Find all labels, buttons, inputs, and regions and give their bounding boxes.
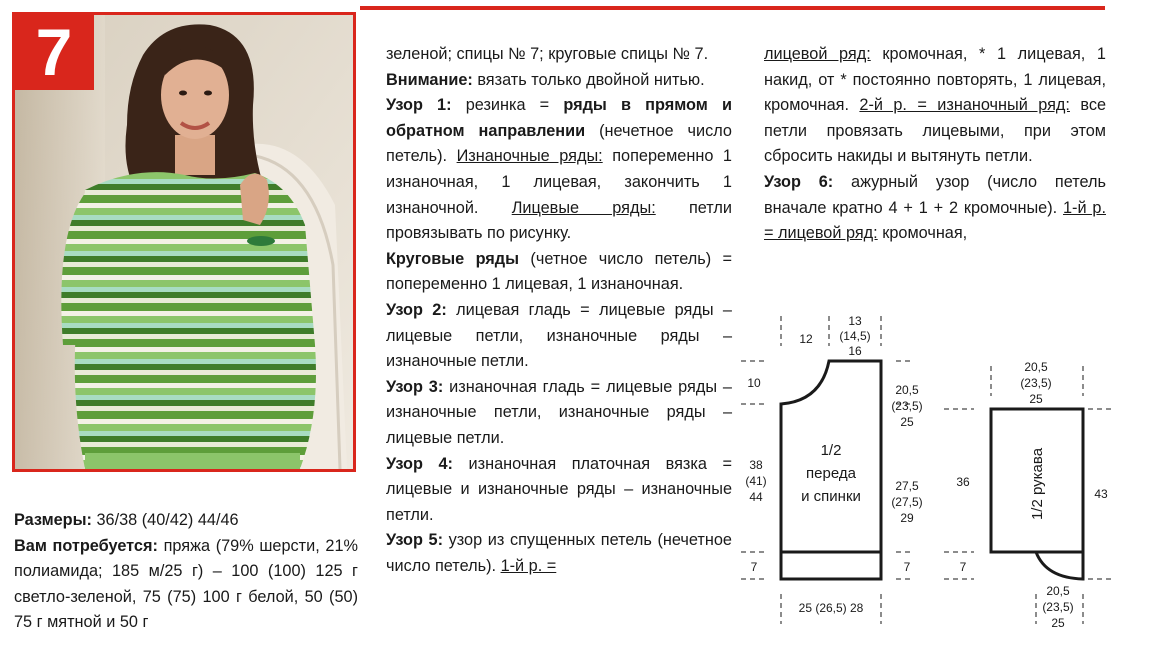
- pattern-6-paragraph: [764, 170, 1106, 247]
- sizes-label: Размеры:: [14, 511, 92, 529]
- dim-shoulder: 12: [799, 332, 813, 346]
- dim-length-44: 44: [749, 490, 763, 504]
- dim-side-27-5b: (27,5): [891, 495, 923, 509]
- dim-sleeve-36: 36: [956, 475, 970, 489]
- materials-value: пряжа (79% шерсти, 21% полиамида; 185 м/25 г) – 100 (100) 125 г светло-зеленой, 75 (75) 100 г белой, 50 (50) 75 г мятной и 50 г: [14, 536, 358, 632]
- dim-length-38: 38: [749, 458, 763, 472]
- dim-sleeve-top-20-5: 20,5: [1024, 360, 1048, 374]
- dim-side-29: 29: [900, 511, 914, 525]
- knit-rows-label: Лицевые ряды:: [511, 198, 656, 217]
- dim-neck-depth: 10: [747, 376, 761, 390]
- pattern-1-text-d: попеременно 1 изнаночная, 1 лицевая, закончить 1 изнаночной.: [386, 147, 732, 217]
- instructions-column-3: [764, 42, 1106, 247]
- dim-armhole-20-5: 20,5: [895, 383, 919, 397]
- dim-rib-left: 7: [750, 560, 758, 574]
- dim-sleeve-top-25: 25: [1029, 392, 1043, 406]
- pattern-number-badge: 7: [14, 14, 94, 90]
- pattern-schematic: [736, 306, 1158, 646]
- dim-neck-16: 16: [848, 344, 862, 358]
- pattern-5-text: узор из спущенных петель (нечетное число петель).: [386, 531, 732, 575]
- circular-rows-paragraph: [386, 247, 732, 298]
- pattern-1-text-c: (нечетное число петель).: [386, 121, 732, 166]
- dim-sleeve-bot-23-5: (23,5): [1042, 600, 1074, 614]
- pattern-4-paragraph: [386, 452, 732, 529]
- dim-sleeve-bot-25: 25: [1051, 616, 1065, 630]
- pattern-3-paragraph: [386, 375, 732, 452]
- dim-neck-13: 13: [848, 314, 862, 328]
- circular-rows-label: Круговые ряды: [386, 249, 520, 268]
- pattern-1-text-a: резинка =: [451, 96, 564, 115]
- pattern-3-text: изнаночная гладь = лицевые ряды – изнаночные петли, изнаночные ряды – лицевые петли.: [386, 377, 732, 447]
- body-label-line-2: переда: [806, 465, 856, 482]
- dim-side-27-5: 27,5: [895, 479, 919, 493]
- circular-rows-text: (четное число петель) = попеременно 1 лицевая, 1 изнаночная.: [386, 249, 732, 294]
- pattern-6-text-end: кромочная,: [877, 224, 968, 243]
- dim-rib-right: 7: [903, 560, 911, 574]
- body-label-line-3: и спинки: [801, 488, 861, 505]
- dim-sleeve-43: 43: [1094, 487, 1108, 501]
- top-rule: [360, 6, 1105, 10]
- purl-rows-label: Изнаночные ряды:: [456, 147, 603, 166]
- dim-sleeve-bot-20-5: 20,5: [1046, 584, 1070, 598]
- row-2-label: 2-й р. = изнаночный ряд:: [859, 96, 1070, 115]
- pattern-6-row-1-label: 1-й р. = лицевой ряд:: [764, 198, 1106, 243]
- pattern-5-text-a: кромочная, * 1 лицевая, 1 накид, от * постоянно повторять, 1 лицевая, кромочная.: [764, 45, 1106, 115]
- sleeve-label: 1/2 рукава: [1029, 447, 1046, 521]
- sizes-value: 36/38 (40/42) 44/46: [91, 511, 239, 529]
- attention-paragraph: [386, 68, 732, 94]
- pattern-3-label: Узор 3:: [386, 377, 444, 396]
- attention-text: вязать только двойной нитью.: [472, 70, 705, 89]
- materials-paragraph: [14, 534, 358, 636]
- pattern-5-label: Узор 5:: [386, 531, 443, 550]
- sizes-paragraph: [14, 508, 358, 534]
- dim-armhole-25: 25: [900, 415, 914, 429]
- dim-neck-14-5: (14,5): [839, 329, 871, 343]
- pattern-2-paragraph: [386, 298, 732, 375]
- pattern-1-bold: ряды в прямом и обратном направлении: [386, 96, 732, 140]
- attention-label: Внимание:: [386, 70, 473, 89]
- materials-column: [14, 508, 358, 636]
- materials-label: Вам потребуется:: [14, 536, 158, 555]
- instructions-column-2: [386, 42, 732, 579]
- pattern-5-row-1-label: 1-й р. =: [500, 556, 557, 575]
- pattern-6-text: ажурный узор (число петель вначале кратно 4 + 1 + 2 кромочные).: [764, 172, 1106, 217]
- dim-length-41: (41): [745, 474, 767, 488]
- body-label-line-1: 1/2: [820, 442, 842, 459]
- pattern-5-text-b: все петли провязать лицевыми, при этом сбросить накиды и вытянуть петли.: [764, 96, 1107, 166]
- dim-sleeve-top-23-5: (23,5): [1020, 376, 1052, 390]
- pattern-2-label: Узор 2:: [386, 300, 447, 319]
- dim-sleeve-rib: 7: [959, 560, 967, 574]
- pattern-1-text-e: петли провязывать по рисунку.: [386, 198, 732, 243]
- pattern-5-paragraph: [386, 528, 732, 579]
- knit-row-label: лицевой ряд:: [764, 45, 871, 63]
- needles-paragraph: зеленой; спицы № 7; круговые спицы № 7.: [386, 45, 709, 63]
- pattern-2-text: лицевая гладь = лицевые ряды – лицевые петли, изнаночные ряды – изнаночные петли.: [386, 300, 732, 371]
- pattern-6-label: Узор 6:: [764, 172, 834, 191]
- pattern-4-label: Узор 4:: [386, 454, 453, 473]
- pattern-1-label: Узор 1:: [386, 96, 452, 115]
- dim-body-width: 25 (26,5) 28: [798, 601, 864, 615]
- pattern-5-continued: [764, 42, 1106, 170]
- dim-armhole-23-5: (23,5): [891, 399, 923, 413]
- pattern-1-paragraph: [386, 93, 732, 247]
- pattern-4-text: изнаночная платочная вязка = лицевые и изнаночные ряды – изнаночные петли.: [386, 454, 732, 524]
